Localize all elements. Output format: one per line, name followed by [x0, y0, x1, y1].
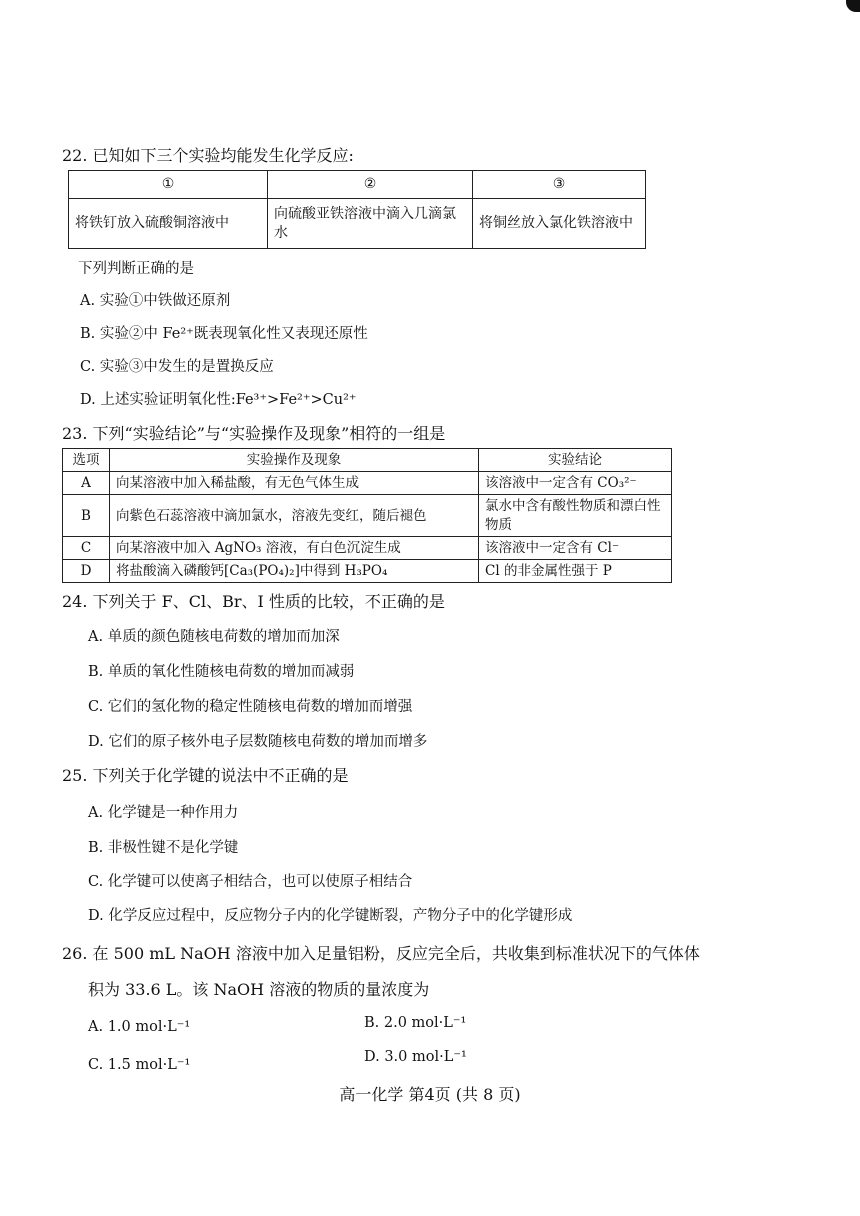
- q26-option-c: C. 1.5 mol·L⁻¹: [88, 1057, 191, 1073]
- q23-row-c-operation: 向某溶液中加入 AgNO₃ 溶液，有白色沉淀生成: [110, 536, 479, 559]
- q22-header-1: ①: [69, 171, 268, 199]
- q24-option-b: B. 单质的氧化性随核电荷数的增加而减弱: [88, 664, 355, 680]
- scan-corner-mark: [846, 0, 860, 12]
- q22-prompt: 下列判断正确的是: [78, 261, 194, 277]
- q22-header-3: ③: [473, 171, 646, 199]
- q22-cell-2: 向硫酸亚铁溶液中滴入几滴氯水: [268, 199, 473, 249]
- q25-stem: 25. 下列关于化学键的说法中不正确的是: [62, 766, 349, 785]
- q23-header-operation: 实验操作及现象: [110, 449, 479, 472]
- q23-table: [62, 448, 672, 583]
- q26-stem-line1: 26. 在 500 mL NaOH 溶液中加入足量铝粉，反应完全后，共收集到标准状况下的气体体: [62, 944, 700, 963]
- page-footer: 高一化学 第4页 (共 8 页): [339, 1085, 521, 1104]
- q22-stem: 22. 已知如下三个实验均能发生化学反应:: [62, 146, 354, 165]
- q23-row-c-option: C: [63, 536, 110, 559]
- q24-option-a: A. 单质的颜色随核电荷数的增加而加深: [88, 629, 340, 645]
- q26-option-b: B. 2.0 mol·L⁻¹: [364, 1015, 467, 1031]
- q25-option-a: A. 化学键是一种作用力: [88, 805, 239, 821]
- q23-row-b-conclusion: 氯水中含有酸性物质和漂白性物质: [479, 495, 672, 536]
- q26-option-d: D. 3.0 mol·L⁻¹: [364, 1049, 467, 1065]
- q23-row-b-option: B: [63, 495, 110, 536]
- q23-row-b-operation: 向紫色石蕊溶液中滴加氯水，溶液先变红，随后褪色: [110, 495, 479, 536]
- q22-option-a: A. 实验①中铁做还原剂: [80, 293, 231, 309]
- q24-option-c: C. 它们的氢化物的稳定性随核电荷数的增加而增强: [88, 699, 413, 715]
- q23-header-option: 选项: [63, 449, 110, 472]
- q23-row-d-operation: 将盐酸滴入磷酸钙[Ca₃(PO₄)₂]中得到 H₃PO₄: [110, 560, 479, 583]
- q23-row-d-conclusion: Cl 的非金属性强于 P: [479, 560, 672, 583]
- q25-option-c: C. 化学键可以使离子相结合，也可以使原子相结合: [88, 874, 413, 890]
- q22-header-2: ②: [268, 171, 473, 199]
- q22-option-b: B. 实验②中 Fe²⁺既表现氧化性又表现还原性: [80, 326, 368, 342]
- q23-row-c-conclusion: 该溶液中一定含有 Cl⁻: [479, 536, 672, 559]
- q25-option-d: D. 化学反应过程中，反应物分子内的化学键断裂，产物分子中的化学键形成: [88, 908, 573, 924]
- q26-stem-line2: 积为 33.6 L。该 NaOH 溶液的物质的量浓度为: [88, 980, 430, 999]
- q23-row-a-conclusion: 该溶液中一定含有 CO₃²⁻: [479, 472, 672, 495]
- q23-row-a-option: A: [63, 472, 110, 495]
- q22-option-c: C. 实验③中发生的是置换反应: [80, 359, 274, 375]
- q23-row-d-option: D: [63, 560, 110, 583]
- q25-option-b: B. 非极性键不是化学键: [88, 840, 239, 856]
- q23-header-conclusion: 实验结论: [479, 449, 672, 472]
- q22-table: [68, 170, 646, 249]
- q22-option-d: D. 上述实验证明氧化性:Fe³⁺>Fe²⁺>Cu²⁺: [80, 392, 357, 408]
- q24-stem: 24. 下列关于 F、Cl、Br、I 性质的比较，不正确的是: [62, 592, 445, 611]
- q24-option-d: D. 它们的原子核外电子层数随核电荷数的增加而增多: [88, 734, 428, 750]
- q23-stem: 23. 下列“实验结论”与“实验操作及现象”相符的一组是: [62, 424, 446, 443]
- q22-cell-1: 将铁钉放入硫酸铜溶液中: [69, 199, 268, 249]
- q26-option-a: A. 1.0 mol·L⁻¹: [88, 1019, 191, 1035]
- q23-row-a-operation: 向某溶液中加入稀盐酸，有无色气体生成: [110, 472, 479, 495]
- q22-cell-3: 将铜丝放入氯化铁溶液中: [473, 199, 646, 249]
